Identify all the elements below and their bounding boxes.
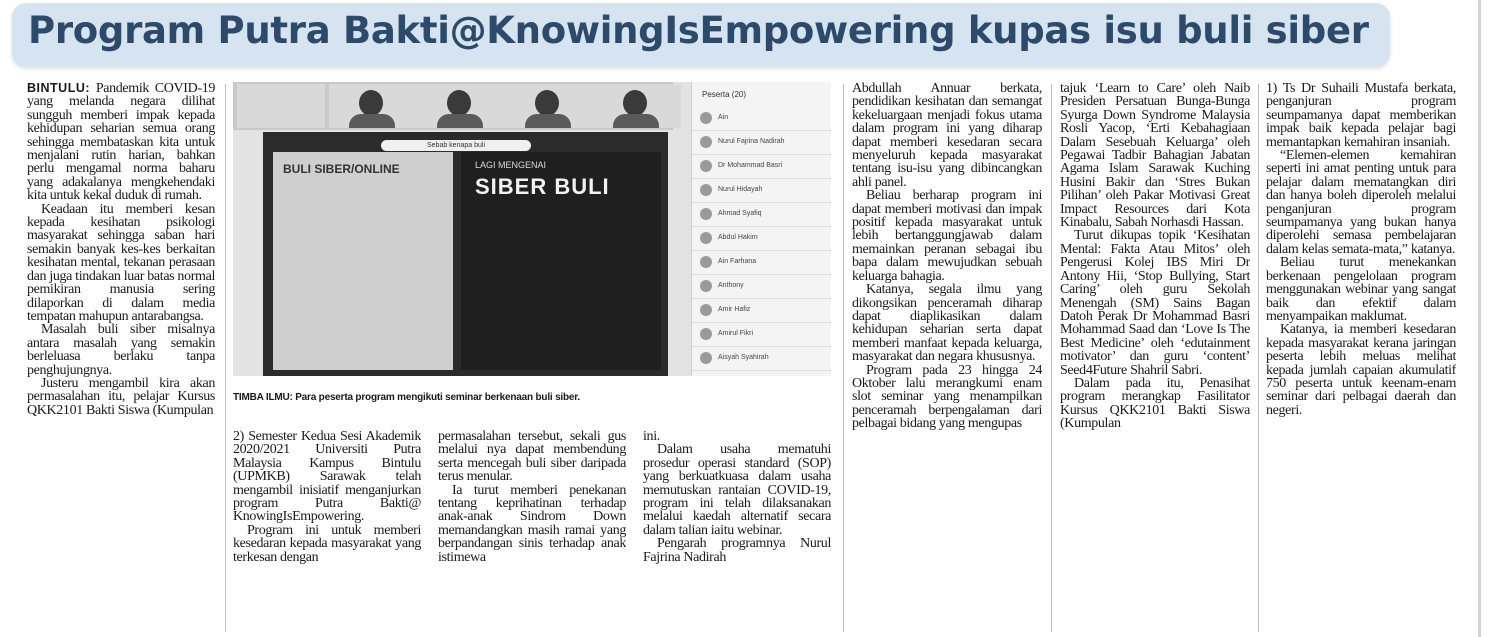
article-paragraph: Katanya, ia memberi kesedaran kepada masyarakat kerana jaringan peserta lebih meluas melihat kepada jumlah capaian akumulatif 750 peserta untuk keenam-enam seminar dari pelbagai daerah dan negeri. [1266,322,1456,418]
participant-row: Abdul Hakim [692,226,831,251]
avatar-icon [700,136,712,148]
participant-row: Aisyah Syahirah [692,346,831,371]
participant-tile [237,84,325,128]
article-column-7 [1266,82,1456,633]
article-paragraph: Ia turut memberi penekanan tentang keprihatinan terhadap anak-anak Sindrom Down memandangkan masih ramai yang berpandangan sinis terhadap anak istimewa [438,482,626,565]
poster-left [273,152,453,370]
page-edge [1478,0,1481,637]
participant-row: Amir Hafiz [692,298,831,323]
avatar-icon [700,256,712,268]
poster-left-title: BULI SIBER/ONLINE [283,162,400,176]
poster-right-subtitle: LAGI MENGENAI [475,160,547,170]
avatar-icon [700,184,712,196]
article-paragraph: tajuk ‘Learn to Care’ oleh Naib Presiden Persatuan Bunga-Bunga Syurga Down Syndrome Malaysia Rosli Yacop, ‘Erti Kebahagiaan Dalam Sesebuah Keluarga’ oleh Pegawai Tadbir Bahagian Jabatan Agama Islam Sarawak Kuching Husini Bakir dan ‘Stres Bukan Pilihan’ oleh Pakar Motivasi Great Impact Resources dari Kota Kinabalu, Sabah Norhasdi Hassan. [1060,82,1250,231]
article-paragraph: 2) Semester Kedua Sesi Akademik 2020/2021 Universiti Putra Malaysia Kampus Bintulu (UPMKB) Sarawak telah mengambil inisiatif menganjurkan program Putra Bakti@ KnowingIsEmpowering. [233,430,421,525]
article-paragraph: Beliau turut menekankan berkenaan pengelolaan program menggunakan webinar yang sangat baik dan efektif dalam menyampaikan maklumat. [1266,255,1456,324]
article-column-3 [438,430,626,633]
participant-row: Dr Mohammad Basri [692,154,831,179]
article-paragraph: Dalam pada itu, Penasihat program merangkap Fasilitator Kursus QKK2101 Bakti Siswa (Kumpulan [1060,375,1250,432]
participant-row: Ahmad Syafiq [692,202,831,227]
article-paragraph: Dalam usaha mematuhi prosedur operasi standard (SOP) yang berkuatkuasa dalam usaha memutuskan rantaian COVID-19, program ini telah dilaksanakan melalui kaedah alternatif secara dalam talian iaitu webinar. [643,442,831,538]
article-column-5 [852,82,1042,633]
participant-row: Nurul Hidayah [692,178,831,203]
avatar-icon [700,160,712,172]
article-paragraph: Keadaan itu memberi kesan kepada kesihatan psikologi masyarakat sehingga saban hari semakin banyak kes-kes berkaitan kesihatan mental, tekanan perasaan dan juga tindakan luar batas normal pemikiran manusia sering dilaporkan di dalam media tempatan mahupun antarabangsa. [27,201,215,324]
avatar-icon [700,208,712,220]
article-paragraph: Turut dikupas topik ‘Kesihatan Mental: Fakta Atau Mitos’ oleh Pengerusi Kolej IBS Miri Dr Antony Hii, ‘Stop Bullying, Start Caring’ oleh guru Sekolah Menengah (SM) Sains Bagan Datoh Perak Dr Mohammad Basri Mohammad Saad dan ‘Love Is The Best Medicine’ oleh ‘edutainment motivator’ dan guru ‘content’ Seed4Future Shahril Sabri. [1060,228,1250,378]
column-rule [1258,84,1259,632]
shared-slide [263,132,668,376]
participant-row: Ain Farhana [692,250,831,275]
photo-caption: TIMBA ILMU: Para peserta program mengikuti seminar berkenaan buli siber. [233,392,580,403]
article-paragraph: ini. [643,430,660,444]
avatar-icon [700,328,712,340]
participants-panel [691,82,831,376]
article-paragraph: Justeru mengambil kira akan permasalahan itu, pelajar Kursus QKK2101 Bakti Siswa (Kumpulan [27,375,215,418]
article-paragraph: permasalahan tersebut, sekali gus melalui nya dapat membendung serta mencegah buli siber daripada terus menular. [438,430,626,485]
slide-button: Sebab kenapa buli [381,140,531,151]
article-paragraph: Masalah buli siber misalnya antara masalah yang semakin berleluasa berlaku tanpa penghujungnya. [27,322,215,378]
poster-right-title: SIBER BULI [475,174,610,199]
avatar-icon [700,112,712,124]
participant-row: Anthony [692,274,831,299]
participant-tile [329,84,417,128]
avatar-icon [700,232,712,244]
participant-tile [505,84,593,128]
article-paragraph: Abdullah Annuar berkata, pendidikan kesihatan dan semangat kekeluargaan menjadi fokus utama dalam program ini yang diharap dapat memberi kesedaran secara menyeluruh kepada masyarakat tentang isu-isu yang dibincangkan ahli panel. [852,82,1042,190]
avatar-icon [700,280,712,292]
headline: Program Putra Bakti@KnowingIsEmpowering kupas isu buli siber [28,9,1369,52]
participant-row: Ain [692,106,831,131]
participant-row: Amirul Fikri [692,322,831,347]
avatar-icon [700,304,712,316]
article-paragraph: Beliau berharap program ini dapat memberi motivasi dan impak positif kepada masyarakat untuk lebih bertanggungjawab dalam memainkan peranan sebagai ibu bapa dalam mewujudkan sebuah keluarga bahagia. [852,188,1042,284]
participant-strip [233,82,673,130]
column-rule [843,84,844,632]
webinar-photo [233,82,831,376]
participant-tile [593,84,681,128]
column-rule [1051,84,1052,632]
column-rule [225,84,226,632]
article-paragraph: BINTULU: Pandemik COVID-19 yang melanda negara dilihat sungguh memberi impak kepada kehidupan seharian semua orang sehingga membataskan kita untuk menjalani rutin harian, bahkan perlu mengamal norma baharu yang adakalanya mengkehendaki kita untuk kekal duduk di rumah. [27,82,215,204]
article-paragraph: “Elemen-elemen kemahiran seperti ini amat penting untuk para pelajar dalam mematangkan diri dan hanya boleh diperoleh melalui penganjuran program seumpamanya yang bukan hanya diperolehi semasa pembelajaran dalam kelas semata-mata,” katanya. [1266,148,1456,257]
article-column-4 [643,430,831,633]
dateline: BINTULU: [27,82,91,95]
avatar-icon [700,352,712,364]
participants-header: Peserta (20) [702,90,747,99]
article-paragraph: Katanya, segala ilmu yang dikongsikan penceramah diharap dapat diaplikasikan dalam kehidupan seharian serta dapat memberi manfaat kepada keluarga, masyarakat dan negara khususnya. [852,282,1042,365]
participant-tile [417,84,505,128]
article-paragraph: Program ini untuk memberi kesedaran kepada masyarakat yang terkesan dengan [233,522,421,565]
article-column-2 [233,430,421,633]
article-column-6 [1060,82,1250,633]
article-column-1 [27,82,215,633]
participant-row: Nurul Fajrina Nadirah [692,130,831,155]
article-paragraph: Pengarah programnya Nurul Fajrina Nadirah [643,536,831,565]
poster-right [461,152,661,370]
article-paragraph: 1) Ts Dr Suhaili Mustafa berkata, penganjuran program seumpamanya dapat memberikan impak baik kepada pelajar bagi memantapkan kemahiran insaniah. [1266,82,1456,150]
article-paragraph: Program pada 23 hingga 24 Oktober lalu merangkumi enam slot seminar yang menampilkan penceramah berpengalaman dari pelbagai bidang yang mengupas [852,362,1042,432]
